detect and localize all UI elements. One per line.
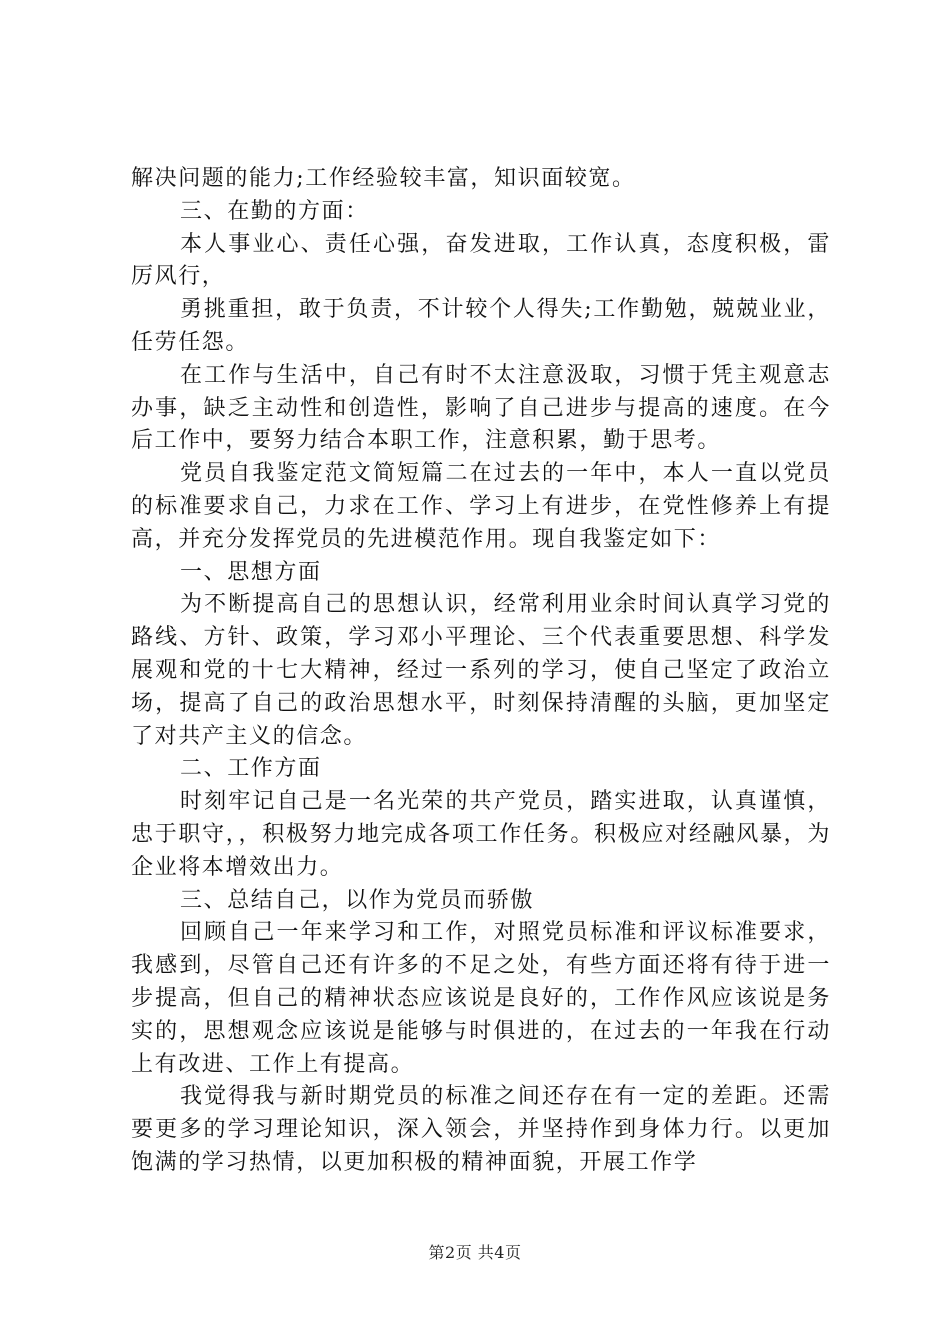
section-heading-thought: 一、思想方面 <box>180 559 322 585</box>
document-body <box>131 163 831 1180</box>
paragraph: 回顾自己一年来学习和工作，对照党员标准和评议标准要求，我感到，尽管自己还有许多的不足之处，有些方面还将有待于进一步提高，但自己的精神状态应该说是良好的，工作作风应该说是务实的，思想观念应该说是能够与时俱进的，在过去的一年我在行动上有改进、工作上有提高。 <box>131 920 831 1077</box>
paragraph: 本人事业心、责任心强，奋发进取，工作认真，态度积极，雷厉风行， <box>131 231 831 290</box>
paragraph: 为不断提高自己的思想认识，经常利用业余时间认真学习党的路线、方针、政策，学习邓小平理论、三个代表重要思想、科学发展观和党的十七大精神，经过一系列的学习，使自己坚定了政治立场，提高了自己的政治思想水平，时刻保持清醒的头脑，更加坚定了对共产主义的信念。 <box>131 592 831 749</box>
section-heading-diligence: 三、在勤的方面： <box>180 198 369 224</box>
section-heading-summary: 三、总结自己，以作为党员而骄傲 <box>180 887 535 913</box>
paragraph: 时刻牢记自己是一名光荣的共产党员，踏实进取，认真谨慎，忠于职守，，积极努力地完成各项工作任务。积极应对经融风暴，为企业将本增效出力。 <box>131 789 831 880</box>
section-heading-work: 二、工作方面 <box>180 756 322 782</box>
paragraph: 党员自我鉴定范文简短篇二在过去的一年中，本人一直以党员的标准要求自己，力求在工作、学习上有进步，在党性修养上有提高，并充分发挥党员的先进模范作用。现自我鉴定如下： <box>131 461 831 552</box>
page-number-footer: 第2页 共4页 <box>428 1243 522 1262</box>
paragraph: 解决问题的能力;工作经验较丰富，知识面较宽。 <box>131 166 636 191</box>
paragraph: 我觉得我与新时期党员的标准之间还存在有一定的差距。还需要更多的学习理论知识，深入领会，并坚持作到身体力行。以更加饱满的学习热情，以更加积极的精神面貌，开展工作学 <box>131 1084 831 1175</box>
paragraph: 勇挑重担，敢于负责，不计较个人得失;工作勤勉，兢兢业业，任劳任怨。 <box>131 297 831 355</box>
paragraph: 在工作与生活中，自己有时不太注意汲取，习惯于凭主观意志办事，缺乏主动性和创造性，影响了自己进步与提高的速度。在今后工作中，要努力结合本职工作，注意积累，勤于思考。 <box>131 362 831 454</box>
